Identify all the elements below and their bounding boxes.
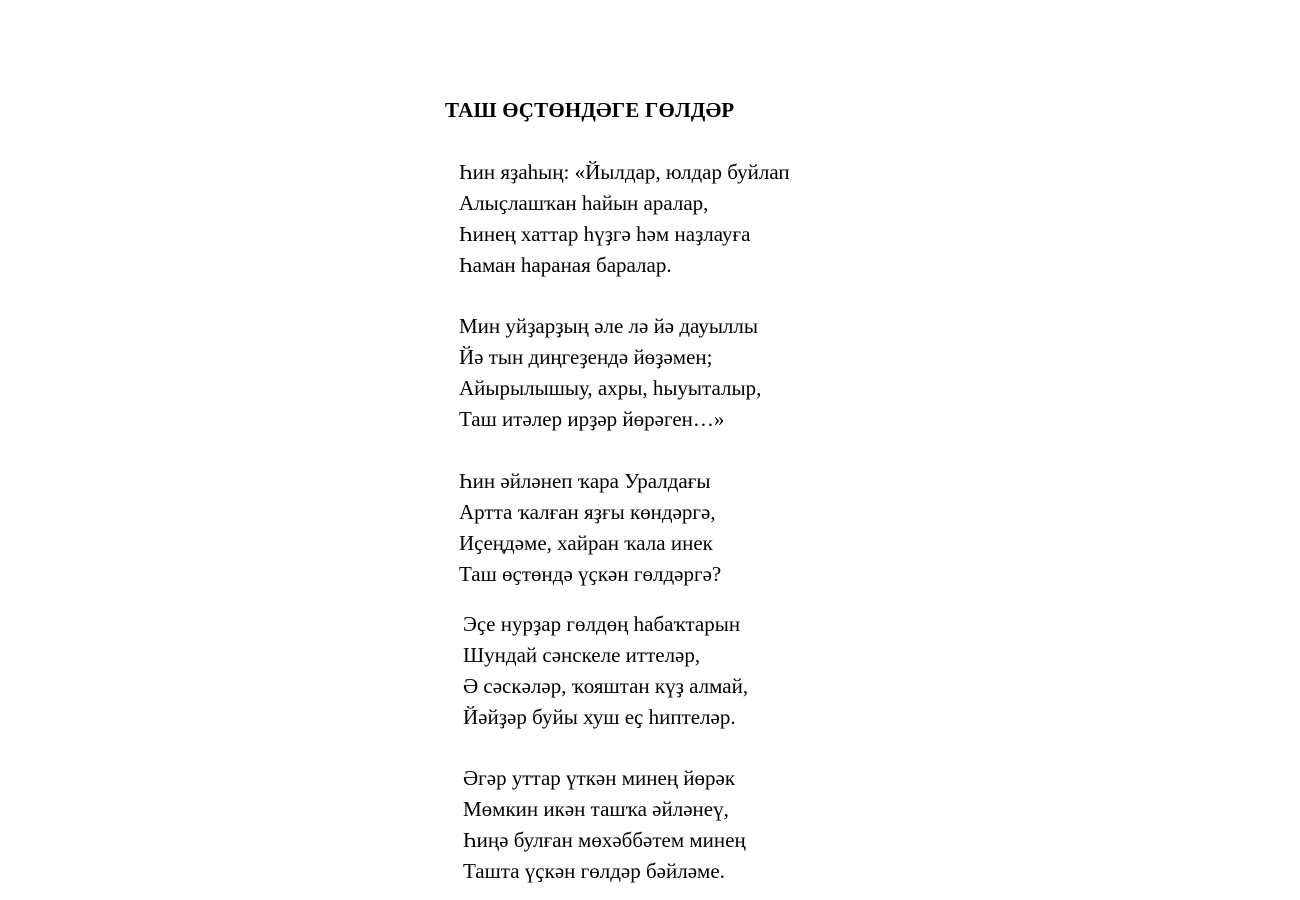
- poem-line: Иҫеңдәме, хайран ҡала инек: [459, 531, 713, 555]
- stanza-1: [459, 157, 790, 281]
- poem-line: Һаман һараная баралар.: [459, 253, 672, 277]
- poem-line: Ә сәскәләр, ҡояштан күҙ алмай,: [463, 674, 749, 698]
- stanza-4: [463, 609, 748, 733]
- poem-line: Таш итәлер ирҙәр йөрәген…»: [459, 407, 725, 431]
- poem-line: Эҫе нурҙар гөлдөң һабаҡтарын: [463, 612, 741, 636]
- poem-line: Йәйҙәр буйы хуш еҫ һиптеләр.: [463, 705, 736, 729]
- poem-line: Һиңә булған мөхәббәтем минең: [463, 828, 746, 852]
- poem-line: Мин уйҙарҙың әле лә йә дауыллы: [459, 314, 758, 338]
- poem-line: Әгәр уттар үткән минең йөрәк: [463, 766, 736, 790]
- stanza-2: [459, 311, 761, 435]
- poem-line: Алыҫлашҡан һайын аралар,: [459, 191, 709, 215]
- poem-line: Таш өҫтөндә үҫкән гөлдәргә?: [459, 562, 722, 586]
- poem-line: Йә тын диңгеҙендә йөҙәмен;: [459, 345, 713, 369]
- poem-line: Һин әйләнеп ҡара Уралдағы: [459, 469, 711, 493]
- stanza-5: [463, 763, 746, 887]
- poem-line: Айырылышыу, ахры, һыуыталыр,: [459, 376, 762, 400]
- poem-line: Ташта үҫкән гөлдәр бәйләме.: [463, 859, 725, 883]
- poem-line: Артта ҡалған яҙғы көндәргә,: [459, 500, 716, 524]
- poem-line: Һинең хаттар һүҙгә һәм наҙлауға: [459, 222, 751, 246]
- poem-line: Һин яҙаһың: «Йылдар, юлдар буйлап: [459, 160, 790, 184]
- poem-line: Мөмкин икән ташҡа әйләнеү,: [463, 797, 729, 821]
- poem-line: Шундай сәнскеле иттеләр,: [463, 643, 701, 667]
- poem-title: ТАШ ӨҪТӨНДӘГЕ ГӨЛДӘР: [445, 98, 735, 122]
- stanza-3: [459, 466, 721, 590]
